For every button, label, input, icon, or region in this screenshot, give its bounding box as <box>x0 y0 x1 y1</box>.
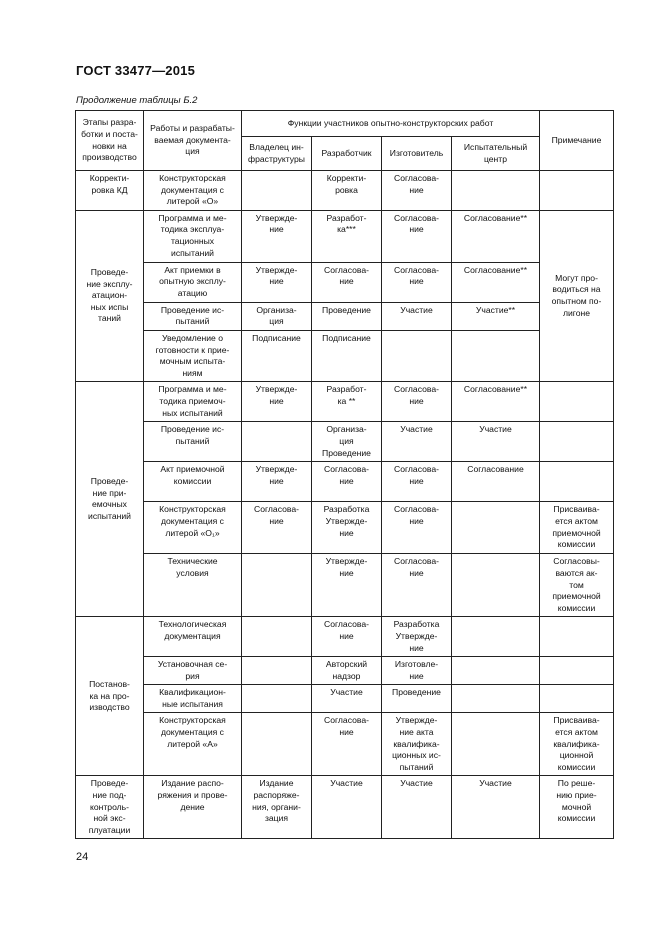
table-row <box>76 685 614 713</box>
owner-cell: Утвержде- ние <box>242 462 312 502</box>
manufacturer-cell: Разработка Утвержде- ние <box>382 617 452 657</box>
developer-cell: Утвержде- ние <box>312 554 382 617</box>
work-cell: Проведение ис- пытаний <box>144 302 242 330</box>
developer-cell: Разработ- ка ** <box>312 382 382 422</box>
note-cell <box>540 617 614 657</box>
developer-cell: Организа- ция Проведение <box>312 422 382 462</box>
owner-cell: Утвержде- ние <box>242 210 312 262</box>
table-row <box>76 776 614 839</box>
developer-cell: Участие <box>312 685 382 713</box>
test-center-cell: Участие <box>452 422 540 462</box>
note-cell: Присваива- ется актом приемочной комиссии <box>540 502 614 554</box>
note-cell <box>540 462 614 502</box>
table-row <box>76 502 614 554</box>
header-manufacturer: Изготовитель <box>382 137 452 171</box>
table-row <box>76 713 614 776</box>
header-owner: Владелец ин- фраструктуры <box>242 137 312 171</box>
table-row <box>76 422 614 462</box>
test-center-cell: Участие <box>452 776 540 839</box>
test-center-cell: Согласование <box>452 462 540 502</box>
functions-table <box>75 110 614 839</box>
work-cell: Конструкторская документация с литерой «О₁» <box>144 502 242 554</box>
note-cell <box>540 171 614 211</box>
stage-cell: Проведе- ние при- емочных испытаний <box>76 382 144 617</box>
table-row <box>76 302 614 330</box>
work-cell: Конструкторская документация с литерой «О» <box>144 171 242 211</box>
owner-cell: Утвержде- ние <box>242 382 312 422</box>
stage-cell: Проведе- ние под- контроль- ной экс- плуатации <box>76 776 144 839</box>
developer-cell: Проведение <box>312 302 382 330</box>
table-row <box>76 330 614 381</box>
table-row <box>76 262 614 302</box>
owner-cell <box>242 657 312 685</box>
table-caption: Продолжение таблицы Б.2 <box>76 95 198 106</box>
header-test-center: Испытательный центр <box>452 137 540 171</box>
manufacturer-cell: Согласова- ние <box>382 382 452 422</box>
stage-cell: Постанов- ка на про- изводство <box>76 617 144 776</box>
work-cell: Технологическая документация <box>144 617 242 657</box>
work-cell: Программа и ме- тодика эксплуа- тационных испытаний <box>144 210 242 262</box>
developer-cell: Участие <box>312 776 382 839</box>
stage-cell: Корректи- ровка КД <box>76 171 144 211</box>
owner-cell <box>242 617 312 657</box>
table-row <box>76 382 614 422</box>
work-cell: Уведомление о готовности к прие- мочным испыта- ниям <box>144 330 242 381</box>
page-number: 24 <box>76 851 89 863</box>
manufacturer-cell: Утвержде- ние акта квалифика- ционных ис- пытаний <box>382 713 452 776</box>
work-cell: Конструкторская документация с литерой «А» <box>144 713 242 776</box>
header-work: Работы и разрабаты- ваемая документа- ция <box>144 111 242 171</box>
note-cell <box>540 382 614 422</box>
manufacturer-cell: Согласова- ние <box>382 502 452 554</box>
note-cell: Присваива- ется актом квалифика- ционной комиссии <box>540 713 614 776</box>
manufacturer-cell: Участие <box>382 302 452 330</box>
header-functions: Функции участников опытно-конструкторских работ <box>242 111 540 137</box>
manufacturer-cell <box>382 330 452 381</box>
owner-cell <box>242 422 312 462</box>
developer-cell: Согласова- ние <box>312 617 382 657</box>
owner-cell <box>242 554 312 617</box>
manufacturer-cell: Согласова- ние <box>382 262 452 302</box>
developer-cell: Согласова- ние <box>312 462 382 502</box>
manufacturer-cell: Согласова- ние <box>382 462 452 502</box>
test-center-cell: Согласование** <box>452 262 540 302</box>
owner-cell <box>242 685 312 713</box>
developer-cell: Авторский надзор <box>312 657 382 685</box>
developer-cell: Подписание <box>312 330 382 381</box>
manufacturer-cell: Согласова- ние <box>382 554 452 617</box>
note-cell: По реше- нию прие- мочной комиссии <box>540 776 614 839</box>
test-center-cell <box>452 502 540 554</box>
work-cell: Издание распо- ряжения и прове- дение <box>144 776 242 839</box>
manufacturer-cell: Участие <box>382 776 452 839</box>
work-cell: Установочная се- рия <box>144 657 242 685</box>
manufacturer-cell: Участие <box>382 422 452 462</box>
work-cell: Квалификацион- ные испытания <box>144 685 242 713</box>
manufacturer-cell: Изготовле- ние <box>382 657 452 685</box>
developer-cell: Корректи- ровка <box>312 171 382 211</box>
manufacturer-cell: Согласова- ние <box>382 171 452 211</box>
developer-cell: Согласова- ние <box>312 713 382 776</box>
note-cell <box>540 422 614 462</box>
owner-cell: Согласова- ние <box>242 502 312 554</box>
test-center-cell: Участие** <box>452 302 540 330</box>
owner-cell <box>242 713 312 776</box>
owner-cell: Организа- ция <box>242 302 312 330</box>
developer-cell: Согласова- ние <box>312 262 382 302</box>
test-center-cell <box>452 330 540 381</box>
owner-cell: Утвержде- ние <box>242 262 312 302</box>
owner-cell: Издание распоряже- ния, органи- зация <box>242 776 312 839</box>
owner-cell <box>242 171 312 211</box>
note-cell: Могут про- водиться на опытном по- лигоне <box>540 210 614 382</box>
work-cell: Технические условия <box>144 554 242 617</box>
test-center-cell: Согласование** <box>452 382 540 422</box>
document-header: ГОСТ 33477—2015 <box>76 63 195 78</box>
note-cell <box>540 685 614 713</box>
stage-cell: Проведе- ние эксплу- атацион- ных испы таний <box>76 210 144 382</box>
manufacturer-cell: Согласова- ние <box>382 210 452 262</box>
work-cell: Акт приемочной комиссии <box>144 462 242 502</box>
note-cell <box>540 657 614 685</box>
test-center-cell <box>452 554 540 617</box>
work-cell: Проведение ис- пытаний <box>144 422 242 462</box>
test-center-cell <box>452 657 540 685</box>
header-stage: Этапы разра- ботки и поста- новки на производство <box>76 111 144 171</box>
header-note: Примечание <box>540 111 614 171</box>
owner-cell: Подписание <box>242 330 312 381</box>
developer-cell: Разработка Утвержде- ние <box>312 502 382 554</box>
test-center-cell <box>452 617 540 657</box>
table-row <box>76 554 614 617</box>
table-row <box>76 171 614 211</box>
test-center-cell <box>452 171 540 211</box>
header-developer: Разработчик <box>312 137 382 171</box>
work-cell: Программа и ме- тодика приемоч- ных испытаний <box>144 382 242 422</box>
test-center-cell <box>452 713 540 776</box>
table-row <box>76 210 614 262</box>
developer-cell: Разработ- ка*** <box>312 210 382 262</box>
work-cell: Акт приемки в опытную эксплу- атацию <box>144 262 242 302</box>
table-row <box>76 617 614 657</box>
table-header-row <box>76 111 614 137</box>
manufacturer-cell: Проведение <box>382 685 452 713</box>
table-row <box>76 462 614 502</box>
test-center-cell: Согласование** <box>452 210 540 262</box>
table-row <box>76 657 614 685</box>
test-center-cell <box>452 685 540 713</box>
note-cell: Согласовы- ваются ак- том приемочной комиссии <box>540 554 614 617</box>
